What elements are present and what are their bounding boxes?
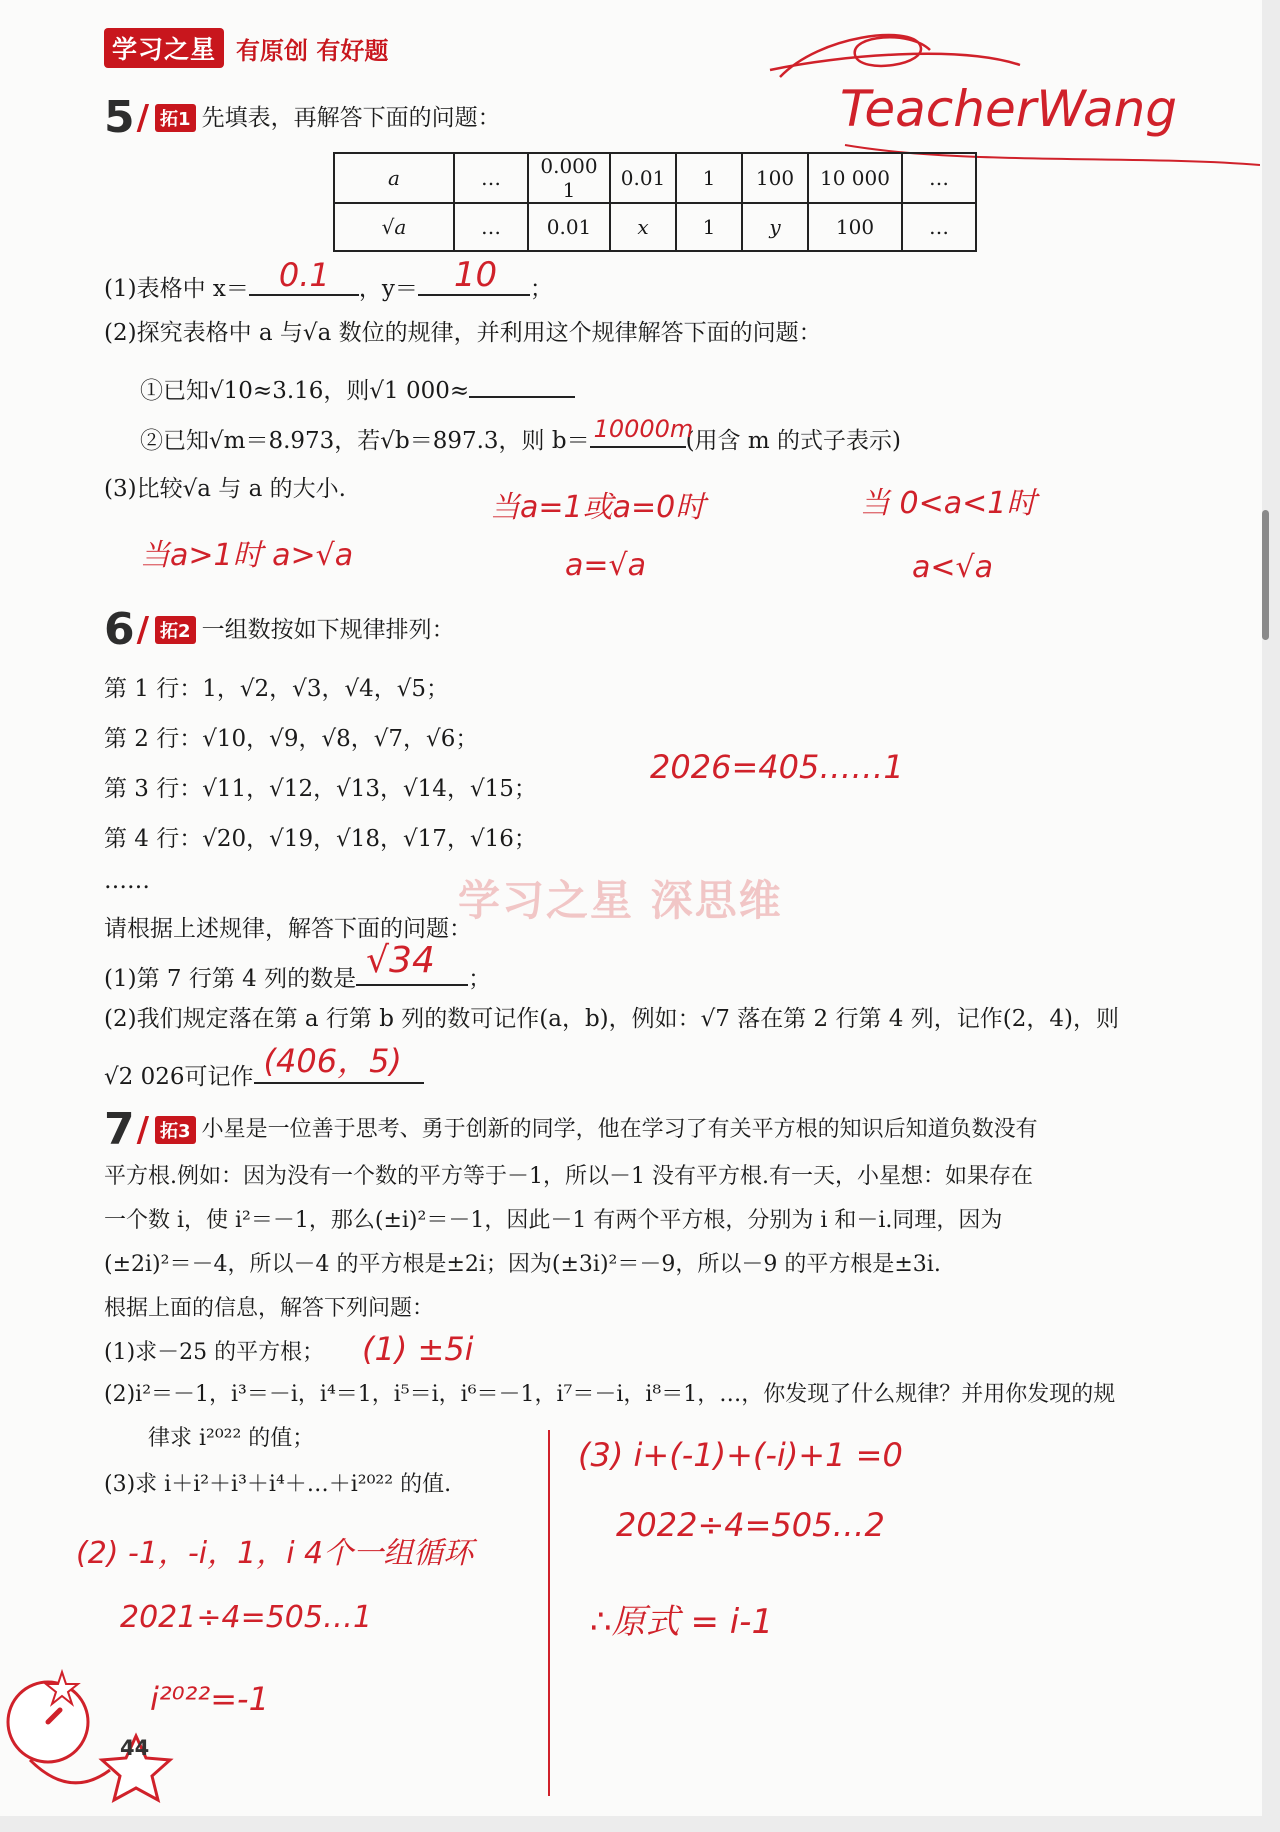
q6-tag: 拓2 <box>155 616 196 644</box>
brand-slogan: 有原创 有好题 <box>236 36 389 65</box>
q6-row: …… <box>104 868 150 894</box>
handwritten-q5-case3b: a<√a <box>912 550 994 585</box>
q7-number: 7 <box>104 1104 135 1155</box>
table-cell: 10 000 <box>808 153 902 203</box>
q6-row: 第 4 行：√20，√19，√18，√17，√16； <box>104 826 537 852</box>
q5-number: 5 <box>104 92 135 143</box>
handwritten-q7-3-line1: (3) i+(-1)+(-i)+1 =0 <box>578 1436 903 1474</box>
q6-part1 <box>104 940 492 994</box>
table-row <box>334 153 976 203</box>
answer-blank-b[interactable] <box>590 415 694 448</box>
slash-mark: / <box>136 1110 150 1150</box>
q6-row: 第 3 行：√11，√12，√13，√14，√15； <box>104 776 537 802</box>
q7-text-line: 一个数 i，使 i²＝－1，那么(±i)²＝－1，因此－1 有两个平方根，分别为 i 和－i.同理，因为 <box>104 1208 1003 1233</box>
table-cell: 100 <box>742 153 808 203</box>
q6-row: 第 2 行：√10，√9，√8，√7，√6； <box>104 726 479 752</box>
q5-part2-2-text: (用含 m 的式子表示) <box>685 428 901 454</box>
table-cell: 1 <box>676 203 742 251</box>
handwritten-q5-case1: 当a>1时 a>√a <box>140 538 354 573</box>
q6-part2b-text: √2 026可记作 <box>104 1064 254 1090</box>
q5-header <box>104 92 501 143</box>
handwritten-q5-case2b: a=√a <box>565 548 647 583</box>
handwritten-q5-case3a: 当 0<a<1时 <box>860 486 1037 521</box>
handwritten-q6-calc: 2026=405……1 <box>650 748 904 786</box>
handwritten-q5-case2a: 当a=1或a=0时 <box>490 490 706 525</box>
q7-header <box>104 1104 1038 1155</box>
q6-part1-text: ； <box>468 966 492 992</box>
q5-part2-2 <box>140 415 901 456</box>
q6-ask: 请根据上述规律，解答下面的问题： <box>104 916 472 942</box>
handwritten-answer-y: 10 <box>453 255 498 295</box>
answer-blank[interactable] <box>469 370 575 398</box>
page-number: 44 <box>120 1736 150 1760</box>
answer-blank[interactable] <box>356 940 468 986</box>
answer-blank-x[interactable] <box>249 256 359 296</box>
table-cell: 100 <box>808 203 902 251</box>
teacher-signature: TeacherWang <box>840 80 1178 138</box>
handwritten-q6-ans2: (406，5) <box>263 1042 402 1080</box>
handwritten-q6-ans1: √34 <box>366 940 435 981</box>
brand-logo: 学习之星 <box>104 28 224 68</box>
table-cell: x <box>610 203 676 251</box>
q6-row: 第 1 行：1，√2，√3，√4，√5； <box>104 676 450 702</box>
q5-part1-text: ； <box>529 276 553 302</box>
q6-part1-text: (1)第 7 行第 4 列的数是 <box>104 966 357 992</box>
q6-prompt: 一组数按如下规律排列： <box>201 617 455 643</box>
q7-text-line: (±2i)²＝－4，所以－4 的平方根是±2i；因为(±3i)²＝－9，所以－9 的平方根是±3i. <box>104 1252 941 1277</box>
answer-divider-line <box>548 1430 550 1796</box>
q7-part3: (3)求 i＋i²＋i³＋i⁴＋…＋i²⁰²² 的值. <box>104 1472 452 1497</box>
q5-part1-text: (1)表格中 x＝ <box>104 276 249 302</box>
q5-table <box>333 152 977 252</box>
q5-part3: (3)比较√a 与 a 的大小. <box>104 476 346 502</box>
q7-text-line: 小星是一位善于思考、勇于创新的同学，他在学习了有关平方根的知识后知道负数没有 <box>201 1117 1038 1142</box>
handwritten-answer-b: 10000m <box>593 415 694 443</box>
watermark: 学习之星 深思维 <box>458 876 783 925</box>
table-cell: 1 <box>676 153 742 203</box>
q5-tag: 拓1 <box>155 104 196 132</box>
q5-part1-text: ，y＝ <box>358 276 418 302</box>
q6-part2b <box>104 1042 424 1092</box>
q5-part2-1-text: ①已知√10≈3.16，则√1 000≈ <box>140 378 470 404</box>
answer-blank-y[interactable] <box>418 255 530 296</box>
star-mascot-icon <box>0 1650 190 1810</box>
brand-header <box>104 28 388 68</box>
q7-text-line: 平方根.例如：因为没有一个数的平方等于－1，所以－1 没有平方根.有一天，小星想：如果存在 <box>104 1164 1033 1189</box>
q6-part2: (2)我们规定落在第 a 行第 b 列的数可记作(a，b)，例如：√7 落在第 2 行第 4 列，记作(2，4)，则 <box>104 1006 1119 1032</box>
handwritten-q7-3-line3: ∴原式 = i-1 <box>590 1602 774 1642</box>
q6-header <box>104 604 455 655</box>
table-cell: … <box>454 203 528 251</box>
table-cell: … <box>902 153 976 203</box>
handwritten-answer-x: 0.1 <box>278 256 330 294</box>
handwritten-q7-2-line3: i²⁰²²=-1 <box>150 1680 269 1718</box>
table-cell: 0.000 1 <box>528 153 610 203</box>
q7-part2: (2)i²＝－1，i³＝－i，i⁴＝1，i⁵＝i，i⁶＝－1，i⁷＝－i，i⁸＝1，…，你发现了什么规律？并用你发现的规 <box>104 1382 1116 1407</box>
q5-part2: (2)探究表格中 a 与√a 数位的规律，并利用这个规律解答下面的问题： <box>104 320 822 346</box>
q5-part2-1 <box>140 370 575 406</box>
table-cell: √a <box>334 203 454 251</box>
vertical-scrollbar[interactable] <box>1262 510 1269 640</box>
q7-ask: 根据上面的信息，解答下列问题： <box>104 1296 435 1321</box>
slash-mark: / <box>136 610 150 650</box>
handwritten-q7-2-line1: (2) -1，-i，1，i 4个一组循环 <box>76 1536 474 1571</box>
q6-number: 6 <box>104 604 135 655</box>
table-cell: a <box>334 153 454 203</box>
table-cell: … <box>902 203 976 251</box>
q7-part1: (1)求－25 的平方根； <box>104 1340 325 1365</box>
table-cell: 0.01 <box>610 153 676 203</box>
table-cell: 0.01 <box>528 203 610 251</box>
handwritten-q7-ans1: (1) ±5i <box>362 1330 474 1368</box>
answer-blank[interactable] <box>254 1042 424 1084</box>
handwritten-q7-2-line2: 2021÷4=505…1 <box>120 1600 373 1635</box>
q5-part2-2-text: ②已知√m＝8.973，若√b＝897.3，则 b＝ <box>140 428 590 454</box>
q7-tag: 拓3 <box>155 1116 196 1144</box>
slash-mark: / <box>136 98 150 138</box>
table-row <box>334 203 976 251</box>
q7-part2b: 律求 i²⁰²² 的值； <box>148 1426 315 1451</box>
q5-prompt: 先填表，再解答下面的问题： <box>201 105 501 131</box>
table-cell: … <box>454 153 528 203</box>
q5-part1 <box>104 255 553 304</box>
handwritten-q7-3-line2: 2022÷4=505…2 <box>616 1506 885 1544</box>
table-cell: y <box>742 203 808 251</box>
